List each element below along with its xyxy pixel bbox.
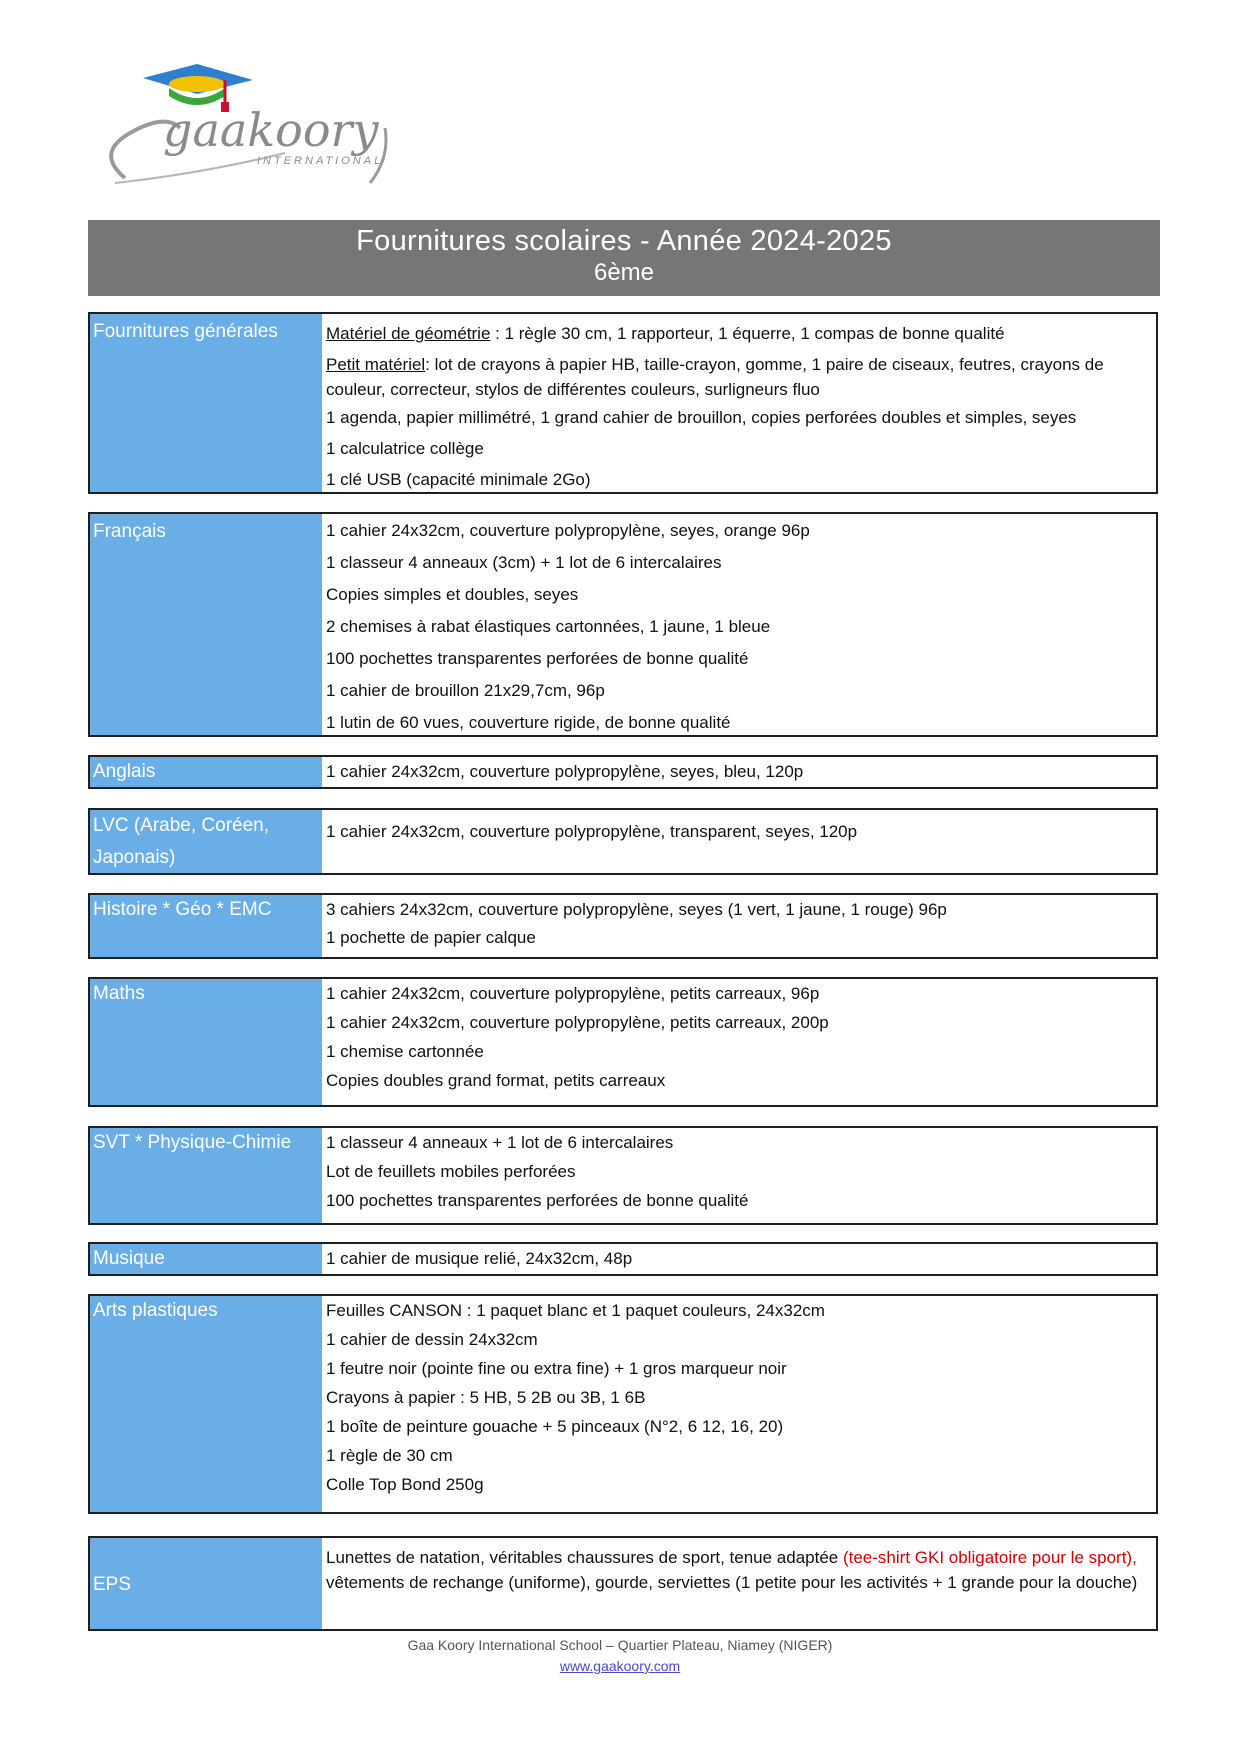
graduation-cap-logo-icon [85,58,435,198]
item-highlight: (tee-shirt GKI obligatoire pour le sport), [842,1548,1137,1567]
section-label: Arts plastiques [90,1296,322,1512]
logo-subtitle: INTERNATIONAL [257,155,384,167]
list-item [326,1545,1150,1598]
logo-wordmark: gaakoory [163,103,379,157]
section-items [322,314,1156,492]
section-items [322,1296,1156,1512]
section-items [322,514,1156,735]
section-label: Musique [90,1244,322,1274]
list-item: Copies doubles grand format, petits carreaux [326,1071,666,1090]
section-label: Maths [90,979,322,1105]
section-francais [88,512,1158,737]
section-label: SVT * Physique-Chimie [90,1128,322,1223]
section-items [322,1538,1156,1629]
list-item: 1 cahier 24x32cm, couverture polypropylène, petits carreaux, 96p [326,984,820,1003]
list-item: 1 chemise cartonnée [326,1042,484,1061]
list-item: 1 cahier de musique relié, 24x32cm, 48p [326,1249,633,1268]
section-label: Histoire * Géo * EMC [90,895,322,957]
section-items [322,979,1156,1105]
list-item: 1 cahier de dessin 24x32cm [326,1330,538,1349]
item-heading: Petit matériel [326,355,426,374]
school-logo [85,58,435,198]
list-item: 1 agenda, papier millimétré, 1 grand cahier de brouillon, copies perforées doubles et simples, seyes [326,408,1077,427]
list-item: 1 boîte de peinture gouache + 5 pinceaux (N°2, 6 12, 16, 20) [326,1417,784,1436]
section-fournitures-generales [88,312,1158,494]
section-maths [88,977,1158,1107]
section-lvc [88,808,1158,875]
footer-website-wrap [0,1658,1240,1674]
list-item: 1 clé USB (capacité minimale 2Go) [326,470,591,489]
section-items [322,810,1156,873]
section-label: EPS [90,1538,322,1629]
section-items [322,757,1156,787]
list-item [326,349,1150,405]
list-item: 1 pochette de papier calque [326,928,536,947]
list-item: 100 pochettes transparentes perforées de bonne qualité [326,649,749,668]
class-level: 6ème [593,259,655,286]
list-item: 1 feutre noir (pointe fine ou extra fine) + 1 gros marqueur noir [326,1359,787,1378]
item-text: vêtements de rechange (uniforme), gourde, serviettes (1 petite pour les activités + 1 grande pour la douche) [326,1573,1138,1592]
list-item: Feuilles CANSON : 1 paquet blanc et 1 paquet couleurs, 24x32cm [326,1301,825,1320]
list-item [326,318,1150,349]
section-svt-physique-chimie [88,1126,1158,1225]
list-item: 1 cahier 24x32cm, couverture polypropylène, transparent, seyes, 120p [326,822,858,841]
footer-website-link[interactable]: www.gaakoory.com [559,1658,681,1674]
list-item: 1 règle de 30 cm [326,1446,453,1465]
list-item: 1 cahier de brouillon 21x29,7cm, 96p [326,681,605,700]
list-item: 1 classeur 4 anneaux (3cm) + 1 lot de 6 intercalaires [326,553,722,572]
section-musique [88,1242,1158,1276]
list-item: 2 chemises à rabat élastiques cartonnées, 1 jaune, 1 bleue [326,617,771,636]
section-anglais [88,755,1158,789]
title-band [88,220,1160,296]
list-item: 1 lutin de 60 vues, couverture rigide, de bonne qualité [326,713,731,732]
list-item: 1 calculatrice collège [326,439,484,458]
list-item: 1 cahier 24x32cm, couverture polypropylène, petits carreaux, 200p [326,1013,829,1032]
item-heading: Matériel de géométrie [326,324,491,343]
list-item: 1 classeur 4 anneaux + 1 lot de 6 intercalaires [326,1133,674,1152]
list-item: Crayons à papier : 5 HB, 5 2B ou 3B, 1 6B [326,1388,646,1407]
section-items [322,895,1156,957]
section-label: LVC (Arabe, Coréen, Japonais) [90,810,322,873]
item-text: : lot de crayons à papier HB, taille-crayon, gomme, 1 paire de ciseaux, feutres, crayons de couleur, correcteur, stylos de différentes couleurs, surligneurs fluo [326,355,1104,399]
section-label: Anglais [90,757,322,787]
section-arts-plastiques [88,1294,1158,1514]
section-items [322,1128,1156,1223]
section-histoire-geo-emc [88,893,1158,959]
section-items [322,1244,1156,1274]
list-item: Lot de feuillets mobiles perforées [326,1162,576,1181]
section-label: Français [90,514,322,735]
footer-address: Gaa Koory International School – Quartier Plateau, Niamey (NIGER) [407,1637,833,1653]
list-item: 3 cahiers 24x32cm, couverture polypropylène, seyes (1 vert, 1 jaune, 1 rouge) 96p [326,900,947,919]
list-item: 1 cahier 24x32cm, couverture polypropylène, seyes, orange 96p [326,521,810,540]
list-item: 1 cahier 24x32cm, couverture polypropylène, seyes, bleu, 120p [326,762,804,781]
section-eps [88,1536,1158,1631]
item-text: : 1 règle 30 cm, 1 rapporteur, 1 équerre, 1 compas de bonne qualité [490,324,1005,343]
item-text: Lunettes de natation, véritables chaussures de sport, tenue adaptée [326,1548,843,1567]
list-item: Colle Top Bond 250g [326,1475,484,1494]
list-item: Copies simples et doubles, seyes [326,585,579,604]
section-label: Fournitures générales [90,314,322,492]
list-item: 100 pochettes transparentes perforées de bonne qualité [326,1191,749,1210]
page-title: Fournitures scolaires - Année 2024-2025 [356,225,892,257]
